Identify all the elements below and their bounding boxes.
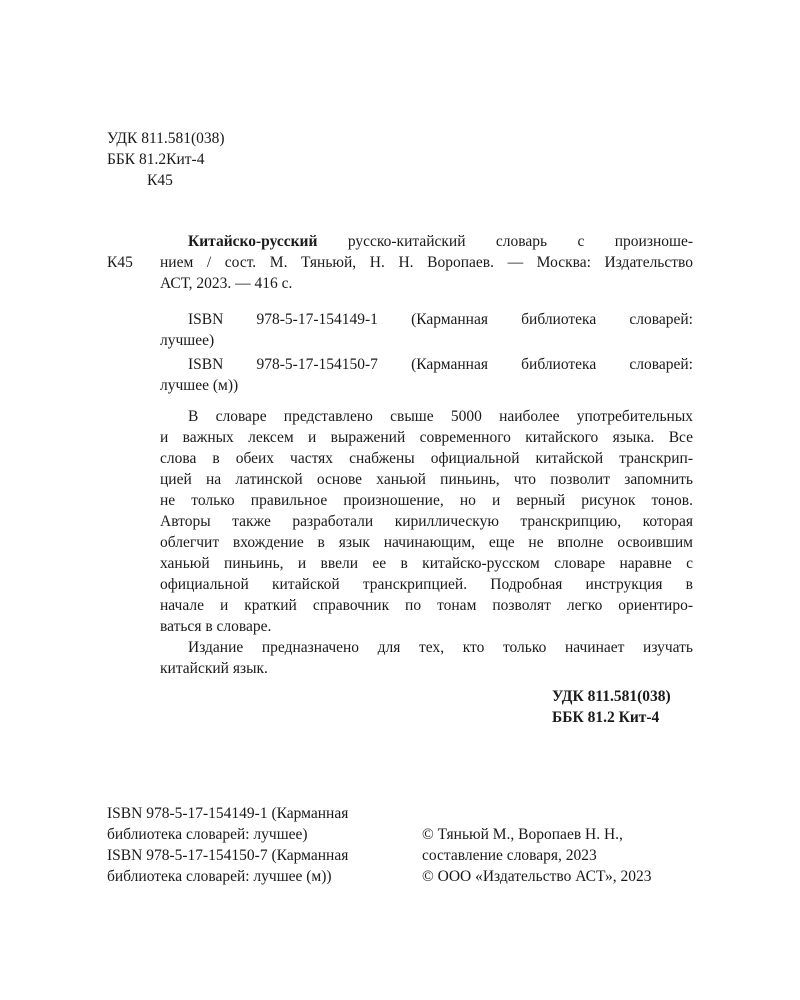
entry-author-mark: К45 [107, 254, 133, 271]
udk-code: УДК 811.581(038) [107, 130, 225, 147]
annotation-line: официальной китайской транскрипцией. Подробная инструкция в [160, 576, 693, 593]
entry-line-3: АСТ, 2023. — 416 с. [160, 275, 293, 292]
bold-bbk-code: ББК 81.2 Кит-4 [552, 709, 660, 726]
isbn-1-line-1: ISBN 978-5-17-154149-1 (Карманная библиотека словарей: [188, 311, 693, 328]
annotation-line: ханьюй пиньинь, и ввели ее в китайско-русском словаре наравне с [160, 555, 693, 572]
footer-isbn [107, 803, 397, 887]
copyright-line: составление словаря, 2023 [422, 847, 597, 864]
annotation-line: ваться в словаре. [160, 618, 272, 635]
copyright-block [422, 824, 652, 887]
bold-classification [552, 686, 671, 728]
annotation [160, 406, 693, 679]
entry-line-1 [160, 231, 693, 252]
annotation-line: Авторы также разработали кириллическую транскрипцию, которая [160, 513, 693, 530]
isbn-2-line-1: ISBN 978-5-17-154150-7 (Карманная библиотека словарей: [188, 356, 693, 373]
annotation-line: не только правильное произношение, но и верный рисунок тонов. [160, 492, 693, 509]
author-mark: К45 [147, 172, 173, 189]
annotation-line: слова в обеих частях снабжены официальной китайской транскрип- [160, 450, 693, 467]
annotation-line: и важных лексем и выражений современного китайского языка. Все [160, 429, 693, 446]
footer-isbn-line: ISBN 978-5-17-154150-7 (Карманная [107, 847, 349, 864]
annotation-line: начале и краткий справочник по тонам позволят легко ориентиро- [160, 597, 693, 614]
footer-isbn-line: библиотека словарей: лучшее (м)) [107, 868, 332, 885]
isbn-2-line-2: лучшее (м)) [160, 377, 239, 394]
annotation-line: китайский язык. [160, 660, 268, 677]
bibliographic-entry [160, 231, 693, 294]
footer-isbn-line: ISBN 978-5-17-154149-1 (Карманная [107, 805, 349, 822]
classification-block [107, 128, 225, 191]
entry-title: Китайско-русский [188, 233, 318, 250]
annotation-line: Издание предназначено для тех, кто только начинает изучать [188, 639, 693, 656]
bold-udk-code: УДК 811.581(038) [552, 688, 671, 705]
isbn-block [160, 309, 693, 396]
annotation-line: цией на латинской основе ханьюй пиньинь, что позволит запомнить [160, 471, 693, 488]
annotation-line: облегчит вхождение в язык начинающим, еще не вполне освоившим [160, 534, 693, 551]
footer-isbn-line: библиотека словарей: лучшее) [107, 826, 308, 843]
bbk-code: ББК 81.2Кит-4 [107, 151, 205, 168]
entry-line-2: нием / сост. М. Тяньюй, Н. Н. Воропаев. — Москва: Издательство [160, 254, 693, 271]
copyright-line: © ООО «Издательство АСТ», 2023 [422, 868, 652, 885]
annotation-line: В словаре представлено свыше 5000 наиболее употребительных [188, 408, 693, 425]
isbn-1-line-2: лучшее) [160, 332, 215, 349]
entry-line-1-text: русско-китайский словарь с произноше- [347, 233, 693, 250]
copyright-line: © Тяньюй М., Воропаев Н. Н., [422, 826, 623, 843]
